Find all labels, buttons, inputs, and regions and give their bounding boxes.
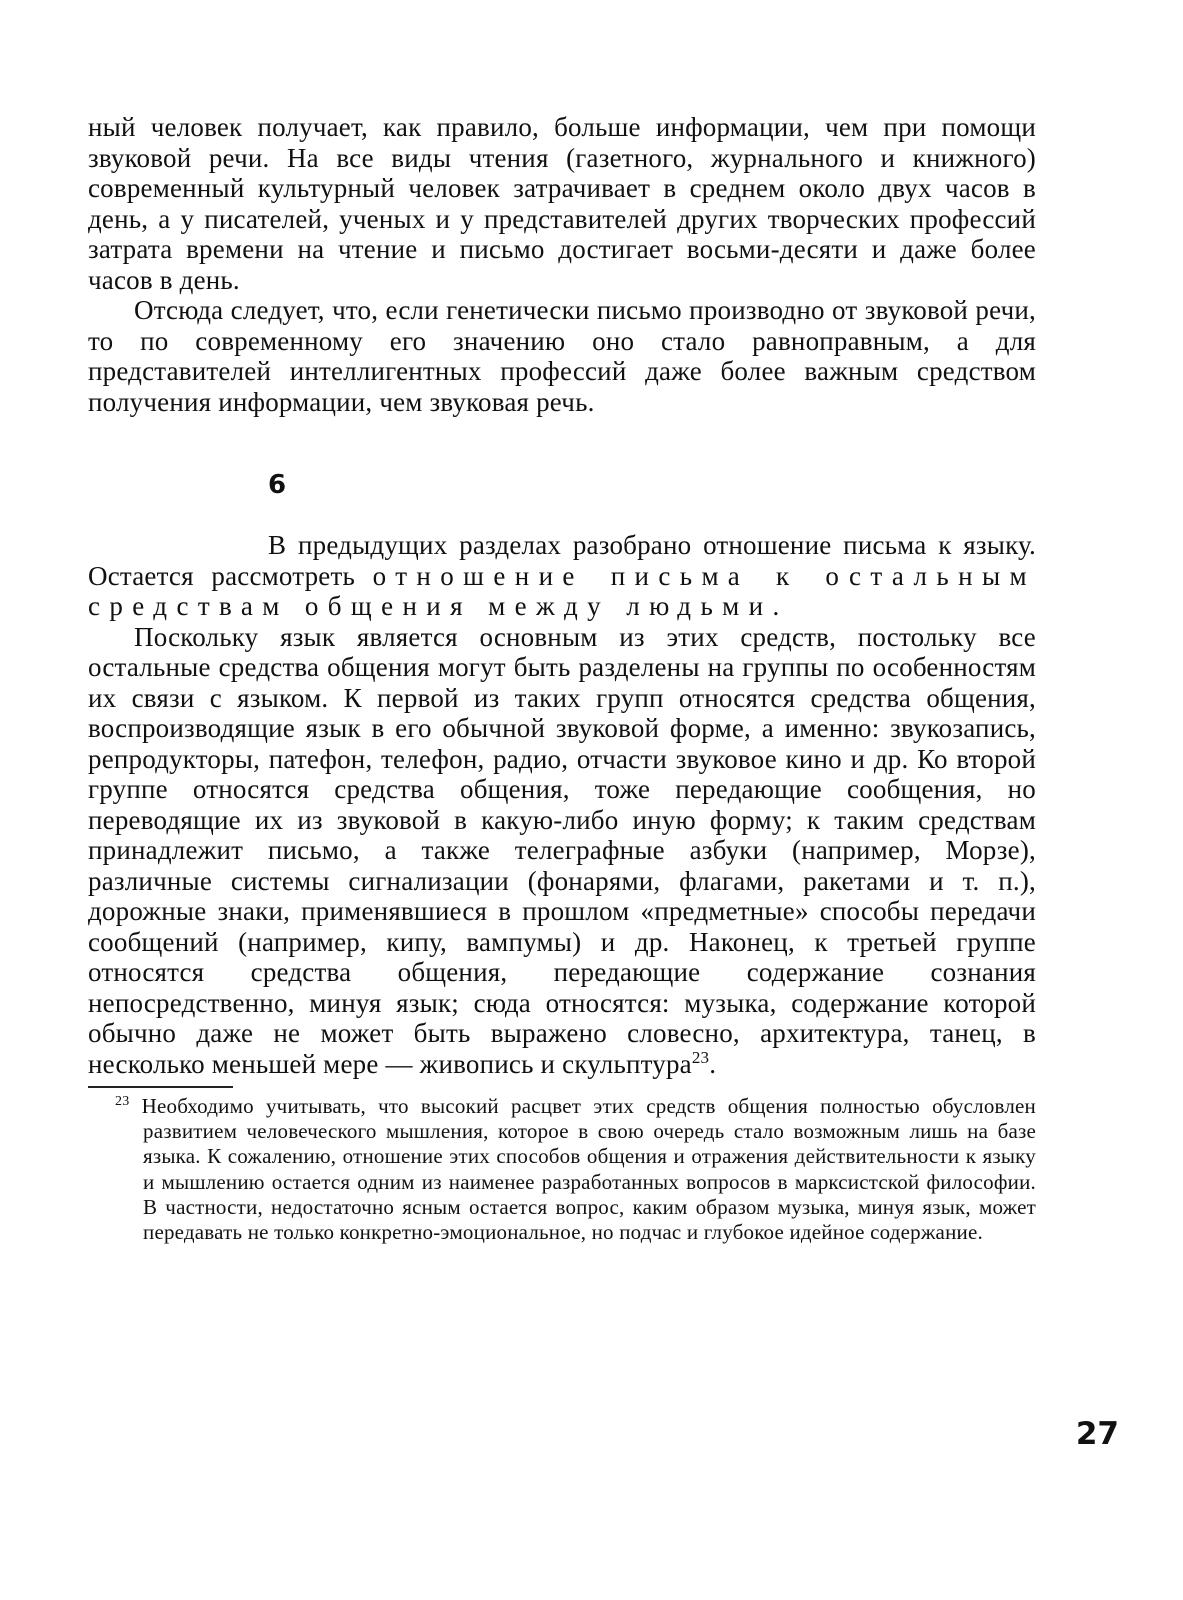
page-number: 27 — [1075, 1416, 1119, 1452]
footnote-text: Необходимо учитывать, что высокий расцвет этих средств общения полностью обусловлен развитием человеческого мышления, которое в свою очередь стало возможным лишь на базе языка. К сожалению, отношение этих способов общения и отражения действительности к языку и мышлению остается одним из наименее разработанных вопросов в марксистской философии. В частности, недостаточно ясным остается вопрос, каким образом музыка, минуя язык, может передавать не только конкретно-эмоциональное, но подчас и глубокое идейное содержание. — [141, 1094, 1036, 1245]
section-lead-paragraph — [88, 530, 1036, 622]
footnote-reference: 23 — [691, 1047, 710, 1067]
lead-text: В предыдущих разделах разобрано отношение письма к языку. Остается рассмотреть — [88, 530, 1036, 591]
paragraph-continued: ный человек получает, как правило, больше информации, чем при помощи звуковой речи. На все виды чтения (газетного, журнального и книжного) современный культурный человек затрачивает в среднем около двух часов в день, а у писателей, ученых и у представителей других творческих профессий затрата времени на чтение и письмо достигает восьми-десяти и даже более часов в день. — [88, 112, 1036, 295]
footnote-divider — [88, 1086, 233, 1088]
main-text: Поскольку язык является основным из этих средств, постольку все остальные средства общения могут быть разделены на группы по особенностям их связи с языком. К первой из таких групп относятся средства общения, воспроизводящие язык в его обычной звуковой форме, а именно: звукозапись, репродукторы, патефон, телефон, радио, отчасти звуковое кино и др. Ко второй группе относятся средства общения, тоже передающие сообщения, но переводящие их из звуковой в какую-либо иную форму; к таким средствам принадлежит письмо, а также телеграфные азбуки (например, Морзе), различные системы сигнализации (фонарями, флагами, ракетами и т. п.), дорожные знаки, применявшиеся в прошлом «предметные» способы передачи сообщений (например, кипу, вампумы) и др. Наконец, к третьей группе относятся средства общения, передающие содержание сознания непосредственно, минуя язык; сюда относятся: музыка, содержание которой обычно даже не может быть выражено словесно, архитектура, танец, в несколько меньшей мере — живопись и скульптура — [88, 621, 1036, 1079]
footnote — [88, 1094, 1036, 1245]
footnote-mark: 23 — [115, 1094, 130, 1109]
section-number: 6 — [268, 470, 287, 500]
paragraph-conclusion: Отсюда следует, что, если генетически письмо производно от звуковой речи, то по современному его значению оно стало равноправным, а для представителей интеллигентных профессий даже более важным средством получения информации, чем звуковая речь. — [88, 295, 1036, 417]
paragraph-main — [88, 622, 1036, 1080]
page-body — [88, 112, 1036, 1245]
main-end: . — [709, 1048, 717, 1079]
lead-emphasis: отношение письма к остальным средствам общения между людьми. — [88, 560, 1036, 621]
